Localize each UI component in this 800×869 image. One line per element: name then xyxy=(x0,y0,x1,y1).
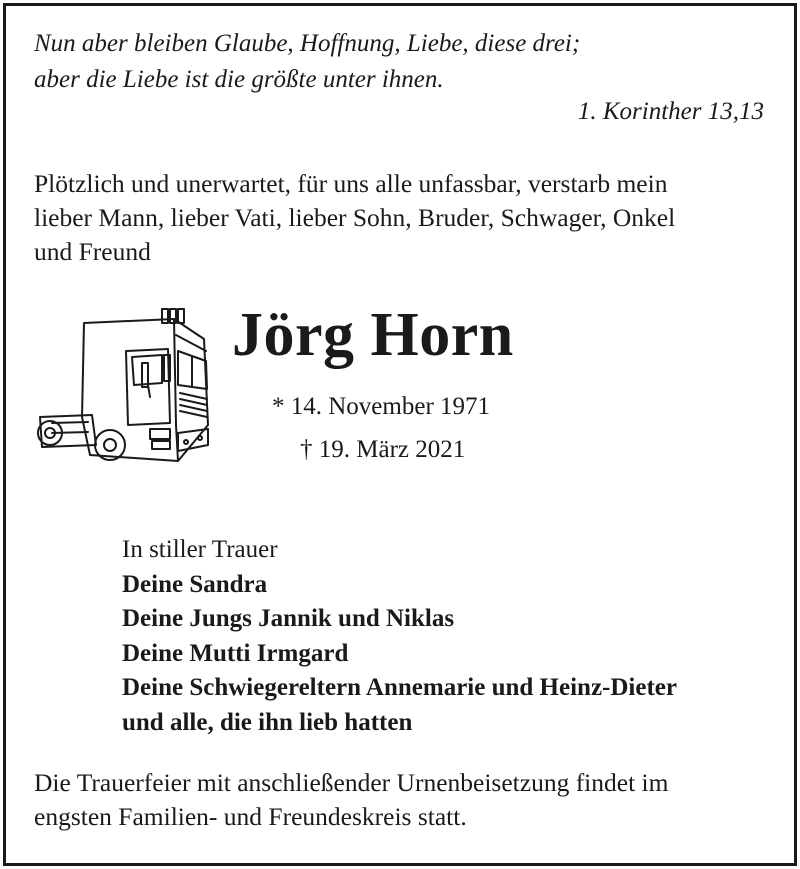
intro-line-1: Plötzlich und unerwartet, für uns alle unfassbar, verstarb mein xyxy=(34,169,668,198)
mourner-line: Deine Sandra xyxy=(122,570,268,598)
intro-text xyxy=(34,167,675,269)
mourner-line: Deine Jungs Jannik und Niklas xyxy=(122,605,455,632)
death-date: † 19. März 2021 xyxy=(300,436,466,463)
truck-icon xyxy=(32,305,212,475)
intro-line-2: lieber Mann, lieber Vati, lieber Sohn, Bruder, Schwager, Onkel xyxy=(34,203,676,232)
mourners-block xyxy=(122,533,677,740)
deceased-name: Jörg Horn xyxy=(232,301,514,369)
verse-line-1: Nun aber bleiben Glaube, Hoffnung, Liebe, diese drei; xyxy=(34,30,581,57)
funeral-info xyxy=(34,766,668,834)
intro-line-3: und Freund xyxy=(34,237,151,266)
funeral-info-line-2: engsten Familien- und Freundeskreis statt. xyxy=(34,802,467,831)
bible-verse xyxy=(34,26,580,98)
mourner-line: Deine Mutti Irmgard xyxy=(122,639,349,667)
verse-source: 1. Korinther 13,13 xyxy=(577,98,764,125)
verse-line-2: aber die Liebe ist die größte unter ihnen. xyxy=(34,66,444,93)
mourners-heading: In stiller Trauer xyxy=(122,536,278,563)
mourner-line: Deine Schwiegereltern Annemarie und Heinz-Dieter xyxy=(122,674,677,701)
funeral-info-line-1: Die Trauerfeier mit anschließender Urnenbeisetzung findet im xyxy=(34,768,669,797)
birth-date: * 14. November 1971 xyxy=(272,393,491,420)
mourner-line: und alle, die ihn lieb hatten xyxy=(122,708,413,736)
